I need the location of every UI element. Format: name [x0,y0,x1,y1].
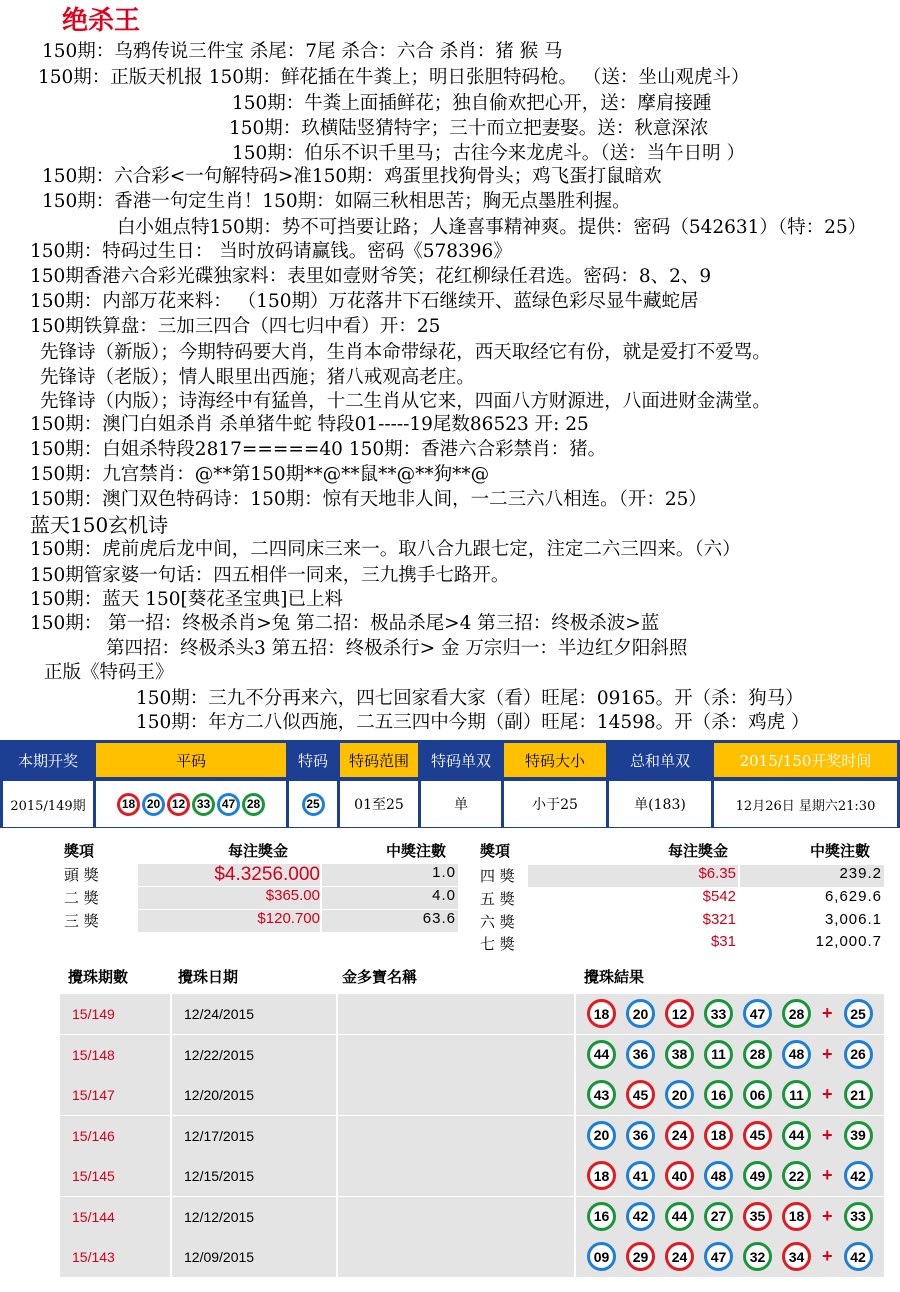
prize-name: 頭 獎 [64,866,99,884]
prize-row [60,910,458,932]
number-ball: 45 [626,1080,655,1109]
column-divider [336,1035,338,1077]
history-period: 15/147 [72,1087,115,1103]
header-special: 特码 [289,743,337,777]
number-ball: 20 [665,1080,694,1109]
number-ball: 26 [844,1040,873,1069]
prize-header-name: 獎項 [480,842,511,860]
history-row [60,1237,884,1277]
prize-header-count: 中獎注數 [810,842,871,860]
number-ball: 47 [217,793,240,816]
number-ball: 06 [743,1080,772,1109]
number-ball: 45 [743,1121,772,1150]
history-row [60,1116,884,1156]
history-date: 12/12/2015 [184,1208,255,1225]
header-regular: 平码 [96,743,286,777]
prize-amount: $31 [710,933,736,950]
text-line: 150期：牛粪上面插鲜花；独自偷欢把心开，送：摩肩接踵 [232,93,712,114]
history-period: 15/149 [72,1006,115,1022]
text-line: 150期：特码过生日： 当时放码请赢钱。密码《578396》 [30,241,512,262]
number-ball: 21 [844,1080,873,1109]
text-line: 150期：乌鸦传说三件宝 杀尾：7尾 杀合：六合 杀肖：猪 猴 马 [42,41,563,62]
number-ball: 47 [743,999,772,1028]
history-row [60,1197,884,1237]
column-divider [574,1035,576,1077]
history-period: 15/145 [72,1168,115,1184]
prize-amount: $4.3256.000 [214,864,320,885]
prize-amount: $321 [702,911,736,928]
column-divider [170,994,172,1036]
number-ball: 12 [665,999,694,1028]
number-ball: 44 [587,1040,616,1069]
number-ball: 16 [587,1202,616,1231]
text-line: 150期：内部万花来料： （150期）万花落井下石继续开、蓝绿色彩尽显牛藏蛇居 [30,291,699,312]
history-balls [582,1202,878,1231]
number-ball: 20 [626,999,655,1028]
history-balls [582,1242,878,1271]
text-line: 150期：澳门白姐杀肖 杀单猪牛蛇 特段01-----19尾数86523 开: 25 [30,414,589,435]
number-ball: 16 [704,1080,733,1109]
history-date: 12/17/2015 [184,1127,255,1144]
number-ball: 28 [242,793,265,816]
prize-header-amount: 每注獎金 [228,842,289,860]
text-line: 150期管家婆一句话：四五相伴一同来，三九携手七路开。 [30,565,510,586]
column-divider [336,1237,338,1279]
number-ball: 12 [167,793,190,816]
column-divider [170,1156,172,1198]
history-period: 15/146 [72,1127,115,1144]
prize-amount: $365.00 [265,887,320,904]
number-ball: 29 [626,1242,655,1271]
prize-row [60,887,458,909]
prize-name: 四 獎 [480,867,515,885]
number-ball: 43 [587,1080,616,1109]
number-ball: 09 [587,1242,616,1271]
number-ball: 41 [626,1161,655,1190]
prize-row [474,865,884,887]
number-ball: 20 [587,1121,616,1150]
number-ball: 36 [626,1121,655,1150]
column-divider [336,1156,338,1198]
history-header-period: 攪珠期數 [68,968,129,986]
column-divider [170,1197,172,1239]
text-line: 先锋诗（老版）；情人眼里出西施；猪八戒观高老庄。 [40,367,475,388]
text-line: 150期：三九不分再来六，四七回家看大家（看）旺尾：09165。开（杀：狗马） [136,688,804,709]
number-ball: 18 [587,999,616,1028]
text-line: 150期：蓝天 150[葵花圣宝典]已上料 [30,589,343,610]
text-line: 150期：正版天机报 150期：鲜花插在牛粪上；明日张胆特码枪。 （送：坐山观虎斗） [38,67,750,88]
column-divider [574,1075,576,1117]
number-ball: 44 [782,1121,811,1150]
text-line: 150期香港六合彩光碟独家料：表里如壹财爷笑；花红柳绿任君选。密码：8、2、9 [30,266,712,287]
history-row [60,994,884,1034]
prize-amount: $542 [702,888,736,905]
prize-name: 五 獎 [480,890,515,908]
header-range: 特码范围 [340,743,418,777]
text-line: 150期： 第一招：终极杀肖>兔 第二招：极品杀尾>4 第三招：终极杀波>蓝 [30,613,660,634]
text-line: 150期：澳门双色特码诗：150期：惊有天地非人间，一二三六八相连。（开：25） [30,489,707,510]
number-ball: 28 [743,1040,772,1069]
history-row [60,1075,884,1115]
prize-count: 1.0 [432,864,456,881]
regular-balls [96,781,286,827]
plus-sign: + [822,1043,833,1064]
prize-name: 七 獎 [480,935,515,953]
prize-name: 二 獎 [64,889,99,907]
prize-row [474,911,884,933]
number-ball: 33 [192,793,215,816]
history-row [60,1156,884,1196]
column-divider [574,1116,576,1158]
history-balls [582,1040,878,1069]
number-ball: 33 [704,999,733,1028]
number-ball: 28 [782,999,811,1028]
history-row [60,1035,884,1075]
text-line: 第四招：终极杀头3 第五招：终极杀行> 金 万宗归一：半边红夕阳斜照 [106,638,688,659]
prize-row [474,888,884,910]
number-ball: 42 [844,1161,873,1190]
plus-sign: + [822,1205,833,1226]
history-balls [582,1080,878,1109]
prize-count: 12,000.7 [815,933,882,950]
prize-row [474,933,884,955]
number-ball: 49 [743,1161,772,1190]
prize-count: 3,006.1 [824,911,882,928]
number-ball: 39 [844,1121,873,1150]
number-ball: 32 [743,1242,772,1271]
header-sum: 总和单双 [609,743,711,777]
size-value: 小于25 [504,781,606,827]
prize-count: 6,629.6 [824,888,882,905]
column-divider [170,1075,172,1117]
plus-sign: + [822,1003,833,1023]
history-header-result: 攪珠結果 [584,968,645,986]
number-ball: 18 [704,1121,733,1150]
number-ball: 47 [704,1242,733,1271]
text-line: 150期：玖横陆竖猜特字；三十而立把妻娶。送：秋意深浓 [229,118,709,139]
prize-header-name: 獎項 [64,842,95,860]
prize-amount: $120.700 [257,910,320,927]
number-ball: 22 [782,1161,811,1190]
number-ball: 35 [743,1202,772,1231]
history-header-name: 金多寶名稱 [342,968,418,986]
next-time-value: 12月26日 星期六21:30 [714,781,897,827]
prize-count: 63.6 [422,910,456,927]
page-title: 绝杀王 [62,6,141,36]
prize-amount: $6.35 [698,865,736,882]
column-divider [574,994,576,1036]
history-period: 15/148 [72,1046,115,1063]
column-divider [574,1197,576,1239]
column-divider [170,1116,172,1158]
prize-name: 三 獎 [64,912,99,930]
prize-row [60,864,458,886]
text-line: 正版《特码王》 [44,662,174,683]
odd-even-value: 单 [421,781,501,827]
header-odd-even: 特码单双 [421,743,501,777]
sum-value: 单(183) [609,781,711,827]
history-date: 12/24/2015 [184,1006,255,1022]
number-ball: 18 [587,1161,616,1190]
prize-header-amount: 每注獎金 [668,842,729,860]
history-balls [582,1121,878,1150]
number-ball: 34 [782,1242,811,1271]
history-balls [582,999,878,1028]
number-ball: 36 [626,1040,655,1069]
text-line: 白小姐点特150期：势不可挡要让路；人逢喜事精神爽。提供：密码（542631）（特：25） [117,217,867,238]
number-ball: 20 [142,793,165,816]
number-ball: 40 [665,1161,694,1190]
special-ball: 25 [302,793,325,816]
number-ball: 42 [626,1202,655,1231]
number-ball: 33 [844,1202,873,1231]
number-ball: 25 [844,999,873,1028]
number-ball: 24 [665,1121,694,1150]
header-draw: 本期开奖 [3,743,93,777]
number-ball: 27 [704,1202,733,1231]
text-line: 150期：香港一句定生肖！150期：如隔三秋相思苦；胸无点墨胜利握。 [42,191,631,212]
number-ball: 42 [844,1242,873,1271]
number-ball: 48 [704,1161,733,1190]
column-divider [574,1156,576,1198]
text-line: 150期铁算盘：三加三四合（四七归中看）开：25 [30,316,441,337]
text-line: 150期：白姐杀特段2817=====40 150期：香港六合彩禁肖：猪。 [30,439,607,460]
number-ball: 44 [665,1202,694,1231]
plus-sign: + [822,1124,833,1145]
text-line: 蓝天150玄机诗 [30,513,169,537]
plus-sign: + [822,1165,833,1185]
draw-period: 2015/149期 [3,781,93,827]
history-date: 12/22/2015 [184,1046,255,1063]
header-next-time: 2015/150开奖时间 [714,743,897,777]
number-ball: 18 [117,793,140,816]
prize-count: 239.2 [839,865,882,882]
text-line: 150期：伯乐不识千里马；古往今来龙虎斗。（送：当午日明 ） [232,143,745,164]
history-period: 15/143 [72,1249,115,1265]
text-line: 先锋诗（新版）；今期特码要大肖，生肖本命带绿花，西天取经它有份，就是爱打不爱骂。 [40,342,771,363]
text-line: 150期：虎前虎后龙中间，二四同床三来一。取八合九跟七定，注定二六三四来。（六） [30,539,741,560]
history-period: 15/144 [72,1208,115,1225]
text-line: 先锋诗（内版）；诗海经中有猛兽，十二生肖从它来，四面八方财源进，八面进财金满堂。 [40,391,771,412]
column-divider [336,994,338,1036]
history-date: 12/09/2015 [184,1249,255,1265]
current-draw-table [0,740,900,828]
number-ball: 24 [665,1242,694,1271]
column-divider [336,1116,338,1158]
prize-count: 4.0 [432,887,456,904]
column-divider [574,1237,576,1279]
number-ball: 11 [782,1080,811,1109]
number-ball: 11 [704,1040,733,1069]
text-line: 150期：年方二八似西施，二五三四中今期（副）旺尾：14598。开（杀：鸡虎 ） [136,712,810,733]
history-balls [582,1161,878,1190]
history-header-date: 攪珠日期 [178,968,239,986]
plus-sign: + [822,1084,833,1104]
plus-sign: + [822,1246,833,1266]
text-line: 150期：九宫禁肖：@**第150期**@**鼠**@**狗**@ [30,464,490,485]
special-ball-cell [289,781,337,827]
range-value: 01至25 [340,781,418,827]
history-date: 12/20/2015 [184,1087,255,1103]
number-ball: 48 [782,1040,811,1069]
column-divider [170,1035,172,1077]
text-line: 150期：六合彩<一句解特码>准150期：鸡蛋里找狗骨头；鸡飞蛋打鼠暗欢 [42,166,662,187]
column-divider [336,1075,338,1117]
number-ball: 38 [665,1040,694,1069]
prize-header-count: 中獎注數 [386,842,447,860]
header-size: 特码大小 [504,743,606,777]
history-date: 12/15/2015 [184,1168,255,1184]
column-divider [170,1237,172,1279]
prize-name: 六 獎 [480,913,515,931]
number-ball: 18 [782,1202,811,1231]
column-divider [336,1197,338,1239]
